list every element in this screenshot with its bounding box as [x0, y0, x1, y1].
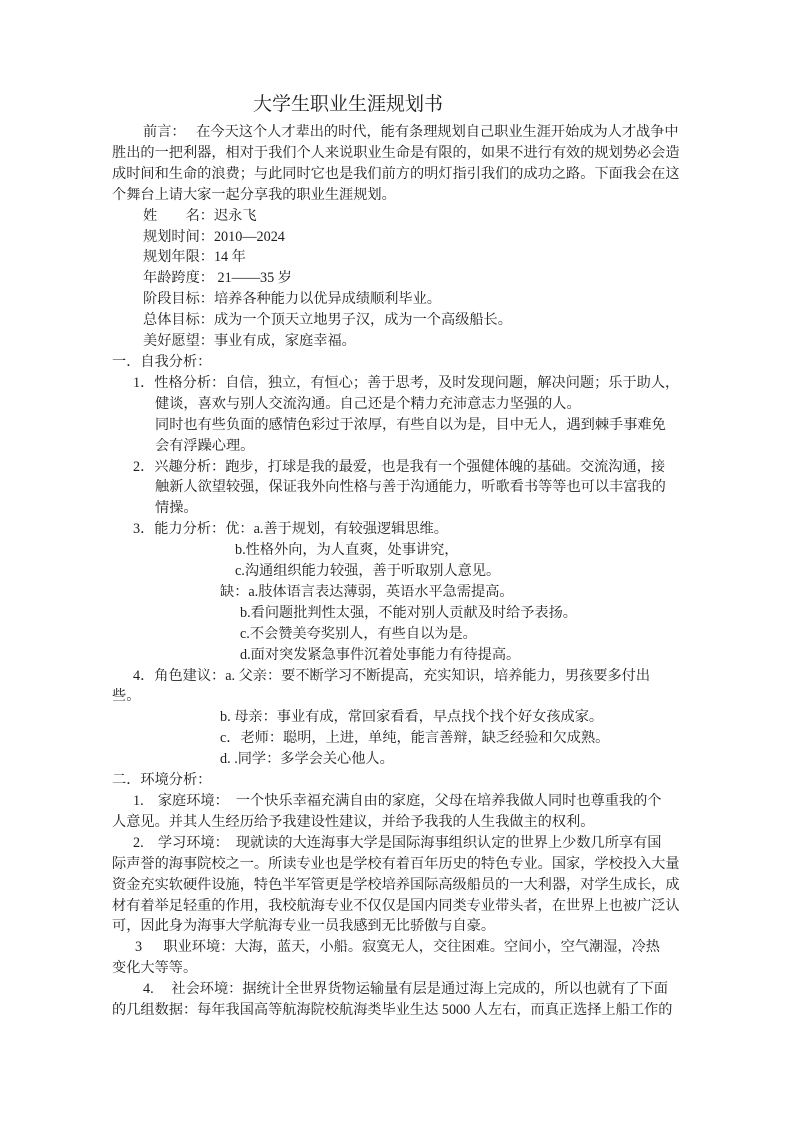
environment-analysis-line: 材有着举足轻重的作用，我校航海专业不仅仅是国内同类专业带头者，在世界上也被广泛认	[112, 897, 680, 914]
preface-line: 胜出的一把利器，相对于我们个人来说职业生命是有限的，如果不进行有效的规划势必会造	[112, 144, 680, 161]
environment-analysis-line: 变化大等等。	[112, 960, 198, 977]
self-analysis-line: c.不会赞美夸奖别人，有些自以为是。	[240, 625, 477, 642]
environment-analysis-line: 际声誉的海事院校之一。所读专业也是学校有着百年历史的特色专业。国家，学校投入大量	[112, 855, 680, 872]
environment-analysis-line: 4. 社会环境：据统计全世界货物运输量有层是通过海上完成的，所以也就有了下面	[143, 981, 668, 998]
preface-line: 成时间和生命的浪费；与此同时它也是我们前方的明灯指引我们的成功之路。下面我会在这	[112, 165, 680, 182]
section-heading-environment-analysis: 二．环境分析：	[112, 772, 212, 789]
self-analysis-line: 健谈，喜欢与别人交流沟通。自己还是个精力充沛意志力坚强的人。	[155, 395, 581, 412]
environment-analysis-line: 人意见。并其人生经历给予我建设性建议，并给予我我的人生我做主的权利。	[112, 813, 595, 830]
profile-field-wish: 美好愿望：事业有成，家庭幸福。	[143, 333, 356, 350]
self-analysis-line: 会有浮躁心理。	[155, 437, 255, 454]
preface-line: 个舞台上请大家一起分享我的职业生涯规划。	[112, 186, 396, 203]
profile-field-age-span: 年龄跨度： 21——35 岁	[143, 270, 292, 287]
self-analysis-line: 同时也有些负面的感情色彩过于浓厚，有些自以为是，目中无人，遇到棘手事难免	[155, 416, 666, 433]
self-analysis-line: c.沟通组织能力较强，善于听取别人意见。	[235, 563, 501, 580]
environment-analysis-line: 可，因此身为海事大学航海专业一员我感到无比骄傲与自豪。	[112, 918, 496, 935]
profile-field-stage-goal: 阶段目标：培养各种能力以优异成绩顺利毕业。	[143, 291, 441, 308]
section-heading-self-analysis: 一．自我分析：	[112, 353, 212, 370]
profile-field-planning-years: 规划年限：14 年	[143, 249, 246, 266]
self-analysis-line: 些。	[112, 688, 141, 705]
environment-analysis-line: 资金充实软硬件设施，特色半军管更是学校培养国际高级船员的一大利器，对学生成长，成	[112, 876, 680, 893]
self-analysis-line: 2．兴趣分析：跑步，打球是我的最爱，也是我有一个强健体魄的基础。交流沟通，接	[133, 458, 666, 475]
self-analysis-line: c．老师：聪明，上进，单纯，能言善辩，缺乏经验和欠成熟。	[220, 730, 610, 747]
profile-field-overall-goal: 总体目标：成为一个顶天立地男子汉，成为一个高级船长。	[143, 312, 512, 329]
profile-field-planning-time: 规划时间：2010—2024	[143, 228, 285, 245]
environment-analysis-line: 的几组数据：每年我国高等航海院校航海类毕业生达 5000 人左右，而真正选择上船工作的	[112, 1002, 673, 1019]
self-analysis-line: 缺：a.肢体语言表达薄弱，英语水平急需提高。	[220, 583, 514, 600]
preface-line: 前言： 在今天这个人才辈出的时代，能有条理规划自己职业生涯开始成为人才战争中	[143, 124, 679, 140]
self-analysis-line: b.性格外向，为人直爽，处事讲究，	[235, 542, 459, 559]
self-analysis-line: d.面对突发紧急事件沉着处事能力有待提高。	[240, 646, 521, 663]
self-analysis-line: 4．角色建议：a. 父亲：要不断学习不断提高，充实知识，培养能力，男孩要多付出	[133, 667, 651, 684]
environment-analysis-line: 1. 家庭环境： 一个快乐幸福充满自由的家庭，父母在培养我做人同时也尊重我的个	[133, 793, 662, 809]
environment-analysis-line: 2. 学习环境： 现就读的大连海事大学是国际海事组织认定的世界上少数几所享有国	[133, 834, 662, 851]
self-analysis-line: d. .同学：多学会关心他人。	[220, 751, 394, 768]
environment-analysis-line: 3 职业环境：大海，蓝天，小船。寂寞无人，交往困难。空间小，空气潮湿，冷热	[135, 939, 660, 956]
self-analysis-line: 1．性格分析：自信，独立，有恒心；善于思考，及时发现问题，解决问题；乐于助人，	[133, 374, 680, 391]
self-analysis-line: 情操。	[155, 500, 198, 517]
profile-field-name: 姓 名：迟永飞	[143, 207, 257, 224]
self-analysis-line: 3．能力分析：优：a.善于规划，有较强逻辑思维。	[133, 521, 448, 538]
document-title: 大学生职业生涯规划书	[253, 94, 444, 115]
self-analysis-line: b.看问题批判性太强，不能对别人贡献及时给予表扬。	[240, 604, 577, 621]
self-analysis-line: b. 母亲：事业有成，常回家看看，早点找个找个好女孩成家。	[220, 709, 604, 726]
self-analysis-line: 触新人欲望较强，保证我外向性格与善于沟通能力，听歌看书等等也可以丰富我的	[155, 479, 666, 496]
